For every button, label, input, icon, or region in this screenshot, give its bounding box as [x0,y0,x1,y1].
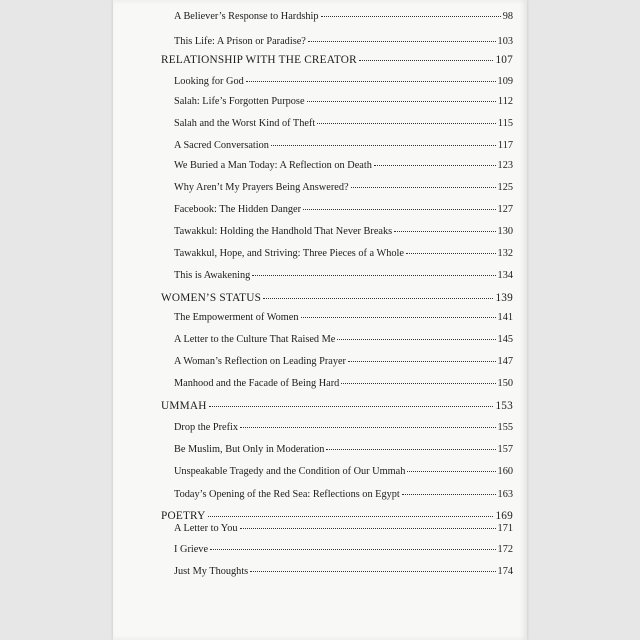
entry-title: A Believer’s Response to Hardship [174,11,319,22]
toc-entry-row [174,270,513,282]
dot-leader [308,41,496,42]
section-title: POETRY [161,510,206,522]
toc-section-row [161,510,513,522]
page-number: 163 [497,489,513,500]
toc-section-row [161,292,513,304]
dot-leader [209,406,494,407]
page-number: 130 [497,226,513,237]
dot-leader [337,339,495,340]
toc-entry-row [174,248,513,260]
dot-leader [348,361,496,362]
page-number: 103 [497,36,513,47]
page-number: 127 [497,204,513,215]
page-number: 117 [497,140,513,151]
page-number: 147 [497,356,513,367]
dot-leader [402,494,496,495]
page-number: 172 [497,544,513,555]
toc-entry-row [174,36,513,48]
entry-title: A Sacred Conversation [174,140,269,151]
dot-leader [250,571,495,572]
entry-title: A Letter to the Culture That Raised Me [174,334,336,345]
page-number: 145 [497,334,513,345]
entry-title: Today’s Opening of the Red Sea: Reflections on Egypt [174,489,400,500]
toc-entry-row [174,182,513,194]
dot-leader [407,471,495,472]
dot-leader [341,383,495,384]
page-number: 171 [497,523,513,534]
entry-title: A Woman’s Reflection on Leading Prayer [174,356,346,367]
entry-title: Be Muslim, But Only in Moderation [174,444,325,455]
dot-leader [351,187,496,188]
toc-entry-row [174,356,513,368]
page-number: 98 [502,11,513,22]
toc-entry-row [174,160,513,172]
dot-leader [359,60,494,61]
entry-title: Tawakkul, Hope, and Striving: Three Pieces of a Whole [174,248,404,259]
dot-leader [210,549,496,550]
toc-entry-row [174,11,513,23]
entry-title: This is Awakening [174,270,251,281]
toc-entry-row [174,378,513,390]
toc-section-row [161,400,513,412]
page-number: 123 [497,160,513,171]
page-number: 150 [497,378,513,389]
dot-leader [301,317,496,318]
toc-entry-row [174,566,513,578]
dot-leader [240,427,495,428]
entry-title: Facebook: The Hidden Danger [174,204,302,215]
page-number: 139 [495,292,513,304]
entry-title: Just My Thoughts [174,566,249,577]
page-number: 160 [497,466,513,477]
dot-leader [321,16,501,17]
toc-entry-row [174,523,513,535]
toc-entry-row [174,544,513,556]
page-number: 115 [497,118,513,129]
toc-entry-row [174,312,513,324]
toc-entry-row [174,226,513,238]
entry-title: A Letter to You [174,523,238,534]
toc-entry-row [174,334,513,346]
dot-leader [263,298,493,299]
page-number: 132 [497,248,513,259]
page-number: 155 [497,422,513,433]
toc-entry-row [174,96,513,108]
page-number: 141 [497,312,513,323]
entry-title: Salah: Life’s Forgotten Purpose [174,96,305,107]
entry-title: The Empowerment of Women [174,312,299,323]
section-title: WOMEN’S STATUS [161,292,262,304]
page-number: 125 [497,182,513,193]
page-number: 153 [495,400,513,412]
page-number: 109 [497,76,513,87]
dot-leader [240,528,496,529]
page-number: 107 [495,54,513,66]
toc-entry-row [174,204,513,216]
section-title: UMMAH [161,400,207,412]
dot-leader [326,449,495,450]
dot-leader [271,145,496,146]
entry-title: Manhood and the Facade of Being Hard [174,378,340,389]
dot-leader [374,165,496,166]
page-number: 157 [497,444,513,455]
entry-title: Drop the Prefix [174,422,239,433]
dot-leader [303,209,495,210]
dot-leader [246,81,496,82]
toc-entry-row [174,489,513,501]
entry-title: Unspeakable Tragedy and the Condition of Our Ummah [174,466,406,477]
book-page [113,0,527,640]
entry-title: This Life: A Prison or Paradise? [174,36,306,47]
toc-entry-row [174,140,513,152]
entry-title: I Grieve [174,544,209,555]
dot-leader [307,101,496,102]
toc-entry-row [174,422,513,434]
entry-title: Salah and the Worst Kind of Theft [174,118,316,129]
toc-entry-row [174,444,513,456]
toc-section-row [161,54,513,66]
dot-leader [394,231,495,232]
table-of-contents [113,0,527,640]
page-number: 134 [497,270,513,281]
dot-leader [252,275,495,276]
page-number: 169 [495,510,513,522]
dot-leader [317,123,496,124]
page-number: 174 [497,566,513,577]
toc-entry-row [174,76,513,88]
toc-entry-row [174,466,513,478]
entry-title: Why Aren’t My Prayers Being Answered? [174,182,349,193]
page-number: 112 [497,96,513,107]
entry-title: We Buried a Man Today: A Reflection on Death [174,160,372,171]
entry-title: Looking for God [174,76,244,87]
dot-leader [208,516,494,517]
toc-entry-row [174,118,513,130]
entry-title: Tawakkul: Holding the Handhold That Never Breaks [174,226,393,237]
dot-leader [406,253,496,254]
section-title: RELATIONSHIP WITH THE CREATOR [161,54,357,66]
